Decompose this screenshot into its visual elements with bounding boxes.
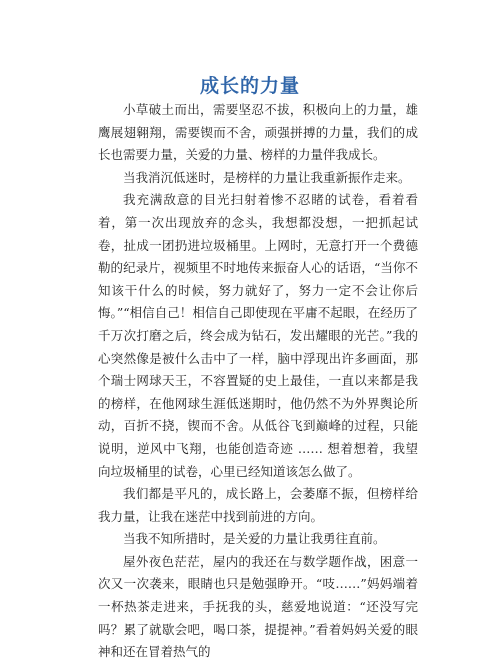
paragraph: 我们都是平凡的，成长路上，会萎靡不振，但榜样给我力量，让我在迷茫中找到前进的方向。 — [98, 486, 418, 524]
paragraph: 当我消沉低迷时，是榜样的力量让我重新振作走来。 — [123, 169, 411, 185]
paragraph: 屋外夜色茫茫，屋内的我还在与数学题作战，困意一次又一次袭来，眼睛也只是勉强睁开。“吱……”妈妈端着一杯热茶走进来，手抚我的头，慈爱地说道：“还没写完吗？累了就歇会吧，喝口茶，提提神。”看着妈妈关爱的眼神和还在冒着热气的 — [98, 553, 418, 660]
page-title: 成长的力量 — [199, 74, 300, 97]
paragraph: 当我不知所措时，是关爱的力量让我勇往直前。 — [123, 531, 386, 547]
paragraph: 小草破土而出，需要坚忍不拔，积极向上的力量，雄鹰展翅翱翔，需要锲而不舍，顽强拼搏的力量，我们的成长也需要力量，关爱的力量、榜样的力量伴我成长。 — [98, 102, 418, 163]
article-body — [98, 99, 418, 664]
paragraph: 我充满敌意的目光扫射着惨不忍睹的试卷，看着看着，第一次出现放弃的念头，我想都没想，一把抓起试卷，扯成一团扔进垃圾桶里。上网时，无意打开一个费德勒的纪录片，视频里不时地传来振奋人心的话语，“当你不知该干什么的时候，努力就好了，努力一定不会让你后悔。”“相信自己！相信自己即使现在平庸不起眼，在经历了千万次打磨之后，终会成为钻石，发出耀眼的光芒。”我的心突然像是被什么击中了一样，脑中浮现出许多画面，那个瑞士网球天王，不容置疑的史上最佳，一直以来都是我的榜样，在他网球生涯低迷期时，他仍然不为外界舆论所动，百折不挠，锲而不舍。从低谷飞到巅峰的过程，只能说明，逆风中飞翔，也能创造奇迹 …… 想着想着，我望向垃圾桶里的试卷，心里已经知道该怎么做了。 — [98, 192, 418, 479]
